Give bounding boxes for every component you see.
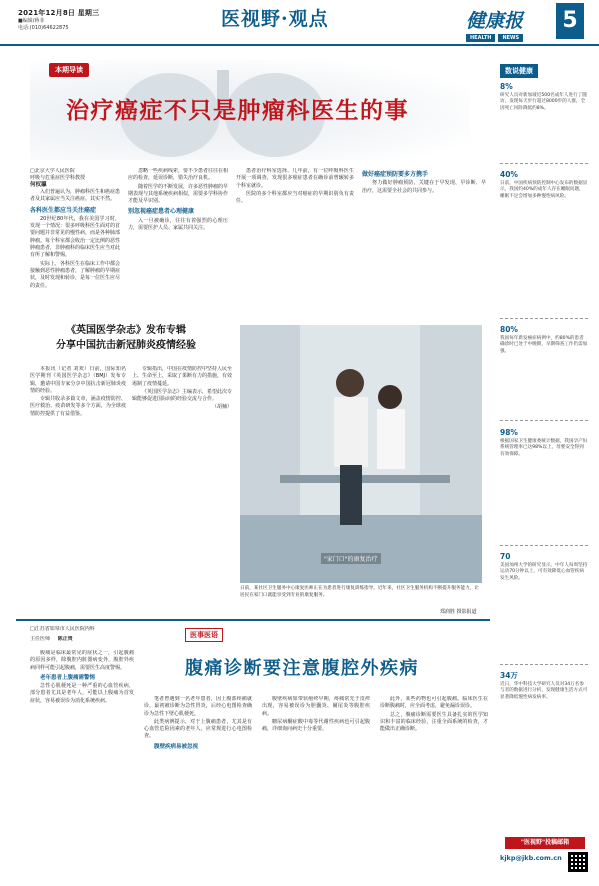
stat-value: 40% xyxy=(500,170,518,179)
bottom-headline: 腹痛诊断要注意腹腔外疾病 xyxy=(185,658,419,679)
bottom-author-org: □江苏省如皋市人民医院内科 xyxy=(30,626,95,632)
submission-badge: "医视野"投稿邮箱 xyxy=(505,837,585,849)
paragraph: 随着医学的不断发展，许多恶性肿瘤的早期表现与其他系统疾病相似，需要多学科协作才能及早识别。 xyxy=(128,183,228,205)
subheading: 别忽视癌症患者心理健康 xyxy=(128,208,195,216)
sidebar-divider xyxy=(500,318,588,319)
sidebar-item xyxy=(500,172,588,200)
paragraph: 20世纪80年代，我在美国学习时，发现一个情况：很多呼吸科医生面对的首要问题并非常见的慢性病，而是各种肺部肿瘤。每个科室都会收治一定比例的恶性肿瘤患者，非肿瘤科的临床医生应当对此有所了解和警惕。 xyxy=(30,215,120,259)
second-article-title xyxy=(26,323,226,353)
paragraph: 此类病例提示，对于上腹痛患者，尤其是有心血管危险因素的老年人，应常规进行心电图检查。 xyxy=(144,718,252,740)
sidebar-label: 数说健康 xyxy=(500,64,538,78)
section-title: 医视野·观点 xyxy=(221,8,329,30)
second-article-col1 xyxy=(30,366,126,606)
main-headline: 治疗癌症不只是肿瘤科医生的事 xyxy=(66,98,409,124)
submission-email[interactable]: kjkp@jkb.com.cn xyxy=(500,854,562,862)
sidebar-item xyxy=(500,84,588,112)
sidebar-item xyxy=(500,327,588,355)
stat-text: 美国加州大学的研究显示，中年人每周坚持运动70分钟以上，可有效降低心血管疾病发生风险。 xyxy=(500,562,588,581)
sidebar-divider xyxy=(500,420,588,421)
paragraph: 专辑共收录多篇文章，涵盖疫情防控、医疗救治、疫苗研发等多个方面，为全球疫情防控提供了有益借鉴。 xyxy=(30,396,126,417)
paragraph: 此外，某些药物也可引起腹痛。临床医生在诊断腹痛时，应全面考虑，避免漏诊误诊。 xyxy=(380,696,488,710)
paragraph: 忽略一些疾病线索，要不少患者往往在相应的检查，延误诊断，错失治疗良机。 xyxy=(128,168,228,182)
author-byline xyxy=(30,168,120,189)
paragraph: 本报讯（记者 刘欢）日前，国际知名医学期刊《英国医学杂志》（BMJ）发布专辑，邀请中国专家分享中国抗击新冠肺炎疫情的经验。 xyxy=(30,366,126,394)
author-org: □北京大学人民医院 xyxy=(30,168,75,174)
bottom-article-col2 xyxy=(144,696,252,876)
photo-caption: "家门口"的康复治疗 xyxy=(321,553,381,564)
subheading: 各科医生都应当关注癌症 xyxy=(30,206,97,214)
stat-text: 根据国家卫生健康委统计数据，我国孕产妇系统管理率已达98%以上，母婴安全得到有效保障。 xyxy=(500,438,588,457)
paragraph: 入们普遍认为，肿瘤科医生和癌症患者及其家属应当关注癌症。其实不然。 xyxy=(30,189,120,203)
subheading: 老年患者上腹痛需警惕 xyxy=(40,674,96,681)
stat-text: 日前，中国疾病预防控制中心发布的数据显示，我国约40%的成年人存在睡眠问题，睡眠不足会增加多种慢性病风险。 xyxy=(500,180,588,199)
editor-phone: 电话:(010)64622875 xyxy=(18,25,69,31)
second-title-line2: 分享中国抗击新冠肺炎疫情经验 xyxy=(56,340,196,351)
paragraph: 急性心肌梗死是一种严重的心血管疾病，部分患者尤其是老年人，可能以上腹痛为首发症状，容易被误诊为消化系统疾病。 xyxy=(30,683,134,704)
paragraph: 糖尿病酮症酸中毒等代谢性疾病也可引起腹痛，详细询问病史十分重要。 xyxy=(262,718,370,733)
reading-guide-tag: 本期导读 xyxy=(49,63,89,77)
top-article-col1 xyxy=(30,168,120,316)
stat-text: 我国每年新发癌症病例中，约80%的患者确诊时已处于中晚期，早期筛查工作仍需加强。 xyxy=(500,335,588,354)
stat-value: 8% xyxy=(500,82,513,91)
second-article-col2 xyxy=(132,366,232,606)
bottom-author-name: 陈正贵 xyxy=(57,636,73,642)
article-credit: （胡楠） xyxy=(211,404,232,411)
author-role: 呼吸与危重症医学科教授 xyxy=(30,175,86,181)
page-number: 5 xyxy=(556,3,584,39)
subheading: 腹壁疾病易被忽视 xyxy=(154,743,199,750)
rehab-scene-illustration xyxy=(240,325,482,583)
top-article-col2 xyxy=(128,168,228,316)
paragraph: 患者治疗科室选择。几年前，有一位呼吸科医生开展一项调查，发现很多癌症患者在确诊前曾辗转多个科室就诊。 xyxy=(236,168,354,189)
photo-credit: 郑润胜 摄影报道 xyxy=(440,609,477,615)
paragraph: 努力做好肿瘤预防，关键在于早发现、早诊断、早治疗，这需要全社会的共同参与。 xyxy=(362,180,486,194)
sidebar-item xyxy=(500,673,588,701)
logo-chinese: 健康报 xyxy=(466,10,524,32)
newspaper-logo xyxy=(466,6,546,40)
stat-value: 98% xyxy=(500,428,518,437)
issue-date: 2021年12月8日 星期三 xyxy=(18,9,100,17)
page-header xyxy=(0,0,599,46)
logo-news: NEWS xyxy=(498,34,523,42)
bottom-article-col3 xyxy=(262,696,370,876)
paragraph: 笔者曾遇到一名老年患者，因上腹部疼痛就诊，最初被诊断为急性胃炎，后经心电图检查确诊为急性下壁心肌梗死。 xyxy=(144,696,252,717)
sidebar-divider xyxy=(500,664,588,665)
subheading: 做好癌症预防要多方携手 xyxy=(362,171,429,178)
bottom-article-col1 xyxy=(30,650,134,876)
column-tag: 医事医语 xyxy=(185,628,223,642)
paragraph: 腹壁疾病如带状疱疹早期，疼痛常先于皮疹出现，容易被误诊为胆囊炎、阑尾炎等腹腔疾病。 xyxy=(262,696,370,717)
sidebar-divider xyxy=(500,163,588,164)
author-name: 何权瀛 xyxy=(30,182,47,188)
bottom-author-role: 主任医师 xyxy=(30,636,51,642)
stat-text: 近日，华中科技大学研究人员对34万名参与者的数据进行分析，发现健康生活方式可显著降低慢性病发病率。 xyxy=(500,681,588,700)
top-article-col3 xyxy=(236,168,354,316)
paragraph: 总之，腹痛诊断需要医生具备扎实的医学知识和丰富的临床经验，注重全面系统的检查，才能做出正确诊断。 xyxy=(380,711,488,733)
photo-description: 日前，某社区卫生服务中心康复医师正在为患者进行康复训练指导。近年来，社区卫生服务机构不断提升服务能力，让居民在家门口就能享受到专业的康复服务。 xyxy=(240,586,479,598)
paragraph: 入一旦被确诊，往往有着强烈的心理压力，需要医护人员、家属共同关注。 xyxy=(128,217,228,232)
stat-value: 70 xyxy=(500,552,511,561)
logo-health: HEALTH xyxy=(466,34,495,42)
qr-code-icon xyxy=(568,852,588,872)
paragraph: 实际上，各科医生在临床工作中都会接触到恶性肿瘤患者，了解肿瘤的早期症状，及时发现和转诊，是每一位医生应尽的责任。 xyxy=(30,260,120,289)
logo-english xyxy=(466,34,546,42)
paragraph: 《英国医学杂志》主编表示，希望此次专辑能够促进国际间的经验交流与合作。 xyxy=(132,388,232,403)
rehab-photo xyxy=(240,325,482,583)
bottom-article-col4 xyxy=(380,696,488,876)
sidebar-divider xyxy=(500,545,588,546)
paragraph: 医院的多个科室都应当对癌症的早期识别负有责任。 xyxy=(236,190,354,205)
section-divider xyxy=(16,619,490,621)
sidebar-item xyxy=(500,430,588,458)
top-article-col4 xyxy=(362,168,486,316)
paragraph: 专辑指出，中国在疫情防控中坚持人民至上、生命至上，采取了果断有力的措施，有效遏制了疫情蔓延。 xyxy=(132,366,232,387)
sidebar-item xyxy=(500,554,588,582)
paragraph: 腹痛是临床最常见的症状之一，引起腹痛的原因多样，除腹腔内脏器病变外，腹腔外疾病同样可能引起腹痛，需要医生高度警惕。 xyxy=(30,650,134,671)
editor-info xyxy=(18,18,69,32)
stat-text: 研究人员对新加坡近500名成年人进行了随访，发现每天步行超过8000步的人群，全因死亡风险降低约8%。 xyxy=(500,92,587,111)
second-title-line1: 《英国医学杂志》发布专辑 xyxy=(66,325,186,336)
stat-value: 34万 xyxy=(500,671,518,680)
editor-name: ■编辑/蒋菲 xyxy=(18,18,45,24)
stat-value: 80% xyxy=(500,325,518,334)
bottom-author-line xyxy=(30,636,130,646)
